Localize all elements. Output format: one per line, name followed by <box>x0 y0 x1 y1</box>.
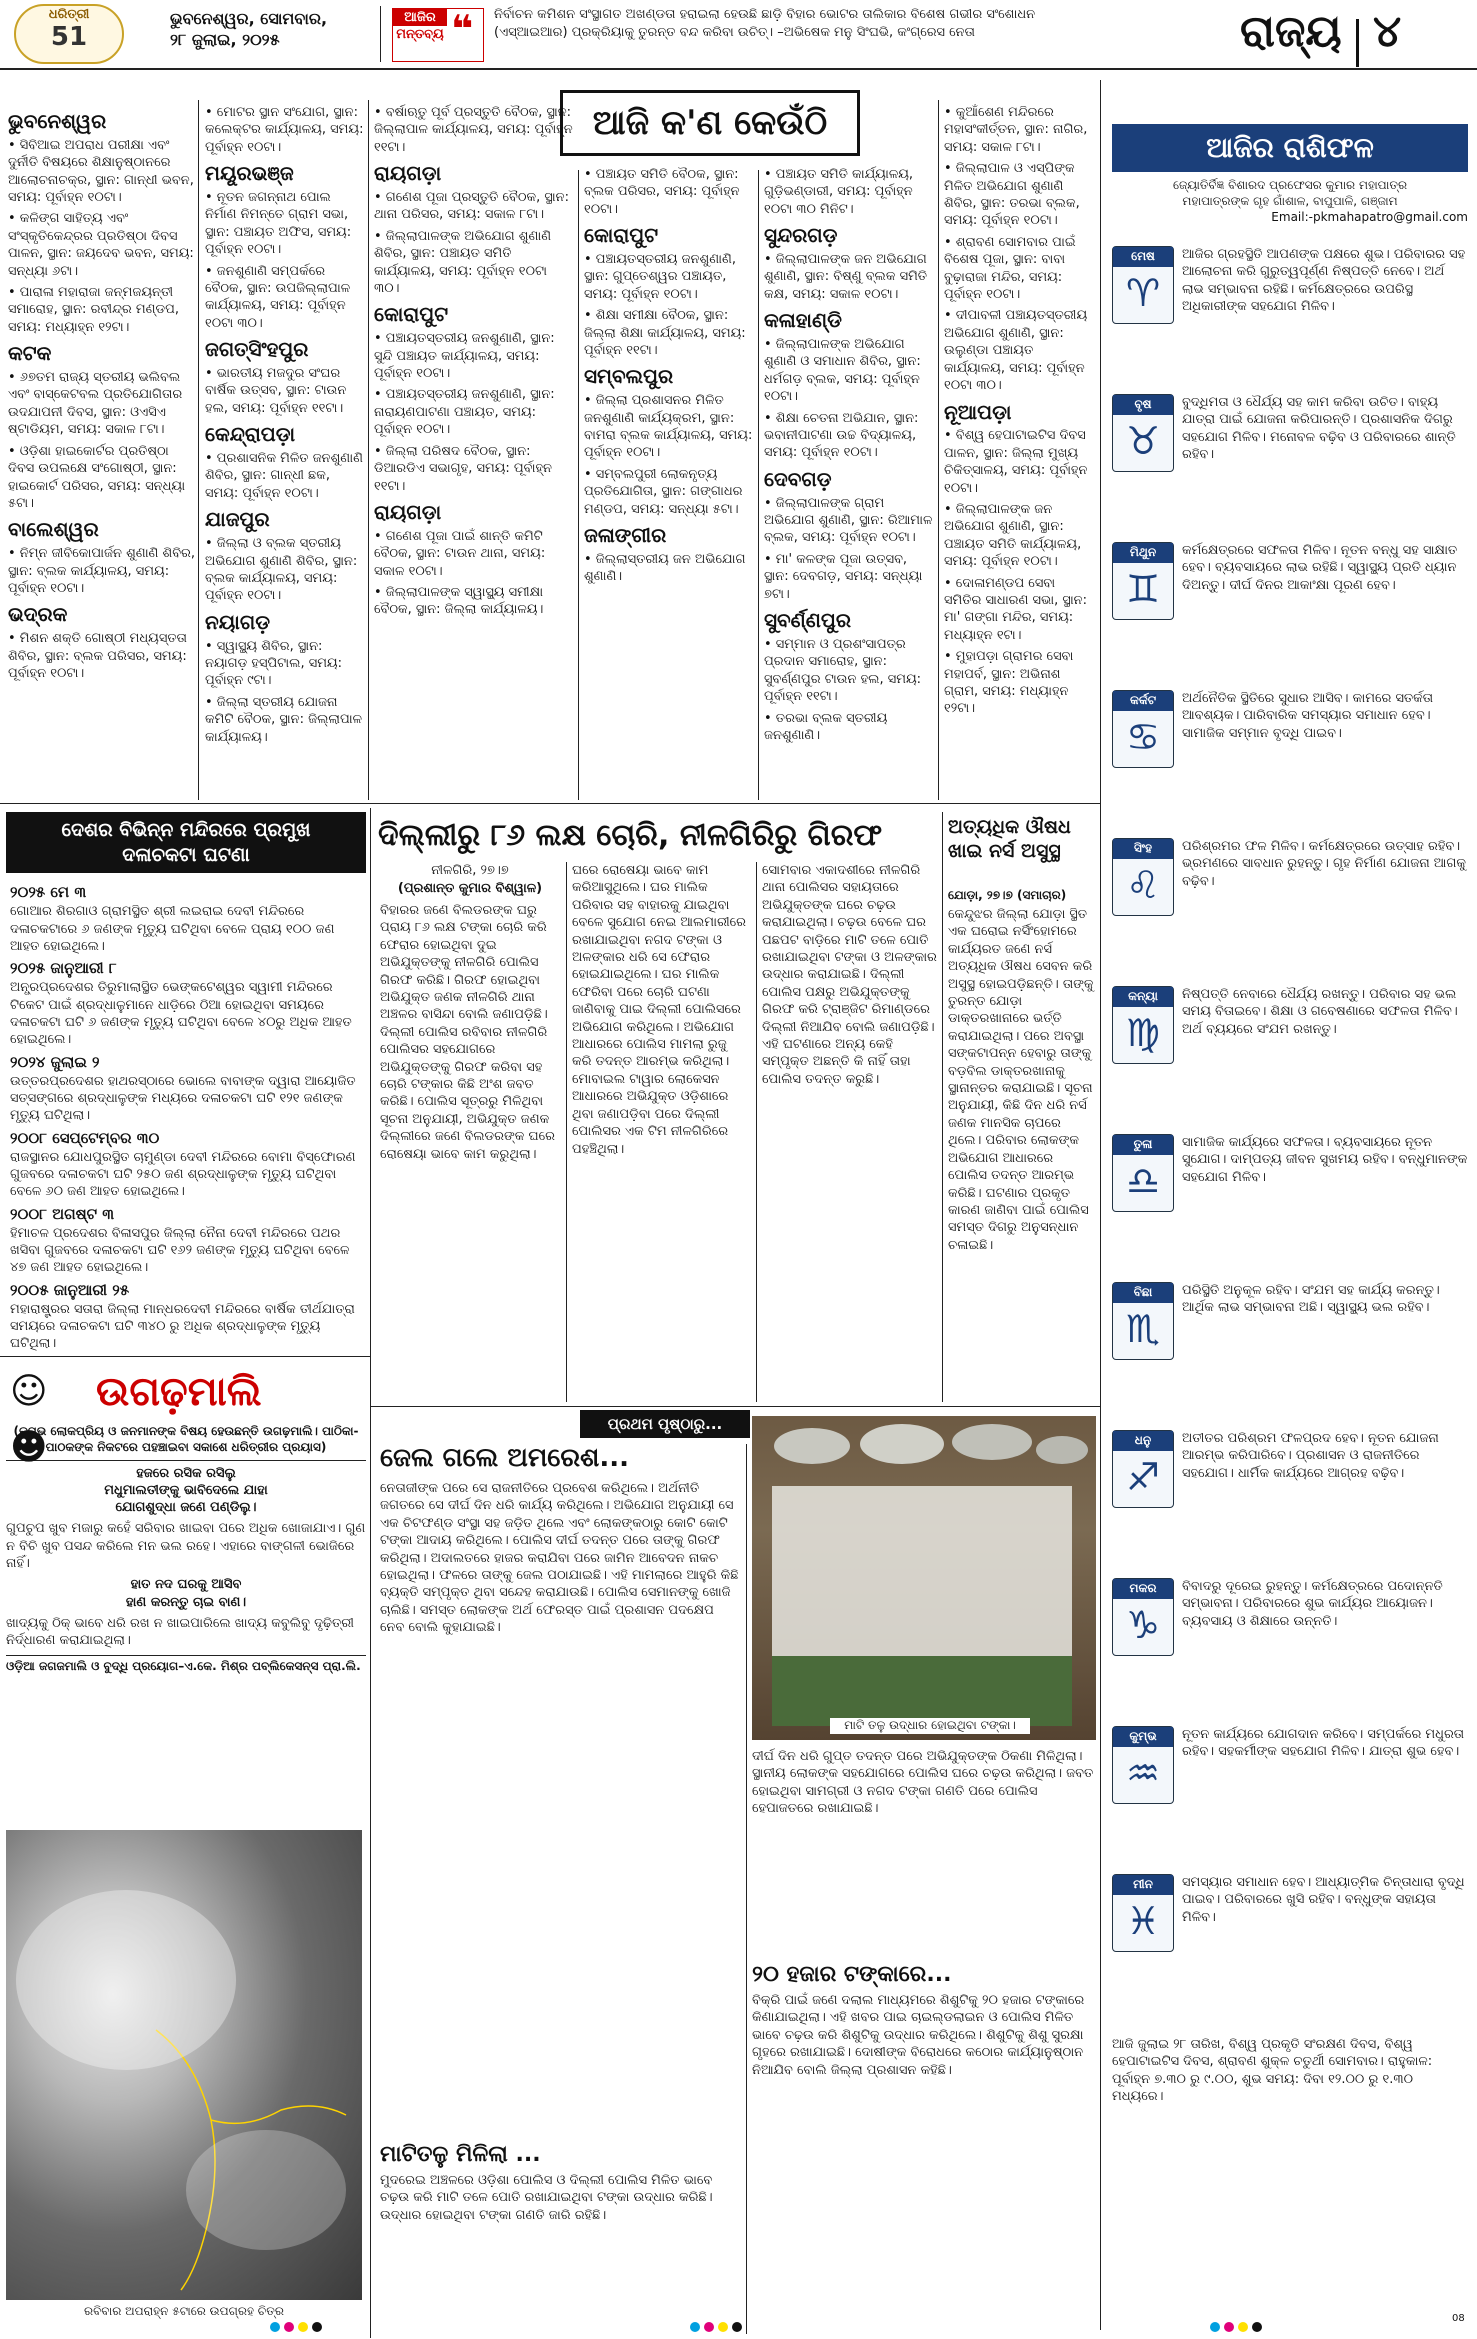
district-heading: ସୁନ୍ଦରଗଡ଼ <box>764 223 838 248</box>
author-name: ଜ୍ୟୋତିର୍ବିଜ୍ଞ ବିଶାରଦ ପ୍ରଫେସର କୁମାର ମହାପାତ୍ର <box>1172 178 1408 192</box>
rashi-glyph: ♌ <box>1125 862 1161 907</box>
temples-box <box>6 812 366 1352</box>
anniversary-number: 51 <box>50 22 88 53</box>
ugrumali-box <box>6 1362 366 1812</box>
events-col4 <box>584 166 754 590</box>
rashi-glyph: ♈ <box>1125 270 1161 315</box>
event-item: • ନୂତନ ଜଗନ୍ନାଥ ପୋଲ ନିର୍ମାଣ ନିମନ୍ତେ ଗ୍ରାମ ସଭା, ସ୍ଥାନ: ପଞ୍ଚାୟତ ଅଫିସ, ସମୟ: ପୂର୍ବାହ୍ନ ୧୦ଟା। <box>205 190 352 258</box>
event-item: • ୬୭ତମ ରାଜ୍ୟ ସ୍ତରୀୟ ଭଲିବଲ ଏବଂ ବାସ୍କେଟବଲ ପ୍ରତିଯୋଗିତାର ଉଦଯାପନୀ ଦିବସ, ସ୍ଥାନ: ଓଏସିଏ ଷ୍ଟାଡିୟମ, ସମୟ: ସକାଳ ୮ଟା। <box>8 370 183 438</box>
rashifal-title <box>1112 124 1468 172</box>
temple-incident-text: ଗୋଆର ଶିରଗାଓ ଗ୍ରାମସ୍ଥିତ ଶ୍ରୀ ଲଇରାଇ ଦେବୀ ମନ୍ଦିରରେ ଦଳାଚକଟାରେ ୬ ଜଣଙ୍କ ମୃତ୍ୟୁ ଘଟିଥିବା ବେଳେ ପ୍ରାୟ ୧୦୦ ଜଣ ଆହତ ହୋଇଥିଲେ। <box>10 904 335 954</box>
rashi-entry <box>1112 1578 1468 1718</box>
date-line <box>170 8 370 50</box>
district-heading: ଜଳାଙ୍ଗୀର <box>584 523 667 548</box>
event-item: • ଜନଶୁଣାଣି ସମ୍ପର୍କରେ ବୈଠକ, ସ୍ଥାନ: ଉପଜିଲ୍ଲାପାଳ କାର୍ଯ୍ୟାଳୟ, ସମୟ: ପୂର୍ବାହ୍ନ ୧୦ଟା ୩୦। <box>205 263 351 331</box>
rashi-entry <box>1112 1726 1468 1866</box>
author-email: Email:-pkmahapatro@gmail.com <box>1271 209 1468 224</box>
event-item: • ଗଣେଶ ପୂଜା ପାଇଁ ଶାନ୍ତି କମିଟି ବୈଠକ, ସ୍ଥାନ: ଟାଉନ ଥାନା, ସମୟ: ସକାଳ ୧୦ଟା। <box>374 528 546 579</box>
main-dateline: ନୀଳଗିରି, ୨୭।୭ <box>431 863 509 878</box>
event-item: • ପାରାଳା ମହାରାଜା ଜନ୍ମଜୟନ୍ତୀ ସମାରୋହ, ସ୍ଥାନ: ରବୀନ୍ଦ୍ର ମଣ୍ଡପ, ସମୟ: ମଧ୍ୟାହ୍ନ ୧୨ଟା। <box>8 285 179 335</box>
prathama-label: ପ୍ରଥମ ପୃଷ୍ଠାରୁ... <box>580 1410 750 1438</box>
event-item: • ପଞ୍ଚାୟତସ୍ତରୀୟ ଜନଶୁଣାଣି, ସ୍ଥାନ: ସୁନ୍ଦି ପଞ୍ଚାୟତ କାର୍ଯ୍ୟାଳୟ, ସମୟ: ପୂର୍ବାହ୍ନ ୧୦ଟା। <box>374 331 555 382</box>
rashi-entry <box>1112 986 1468 1126</box>
events-title-text: ଆଜି କ'ଣ କେଉଁଠି <box>592 103 828 143</box>
event-item: • କୁଆଁଶେଣ ମନ୍ଦିରରେ ମହାସଂକୀର୍ତ୍ତନ, ସ୍ଥାନ: ନାଗିର, ସମୟ: ସକାଳ ୮ଟା। <box>944 105 1088 155</box>
print-registration-marks <box>0 2318 1477 2338</box>
rashi-glyph: ♉ <box>1125 418 1161 463</box>
temples-list <box>6 873 366 1359</box>
temple-incident-date: ୨୦୨୫ ଜାନୁଆରୀ ୮ <box>10 959 117 978</box>
ugrumali-subtitle: (କୁମ୍ଭ ଲୋକପ୍ରିୟ ଓ ଜନମାନଙ୍କ ବିଷୟ ହେଉଛନ୍ତି ଉଗଢ଼ମାଲି। ପାଠିକା-ପାଠକଙ୍କ ନିକଟରେ ପହଞ୍ଚାଇବା ସକାଶେ ଧରିତ୍ରୀର ପ୍ରୟାସ) <box>6 1424 366 1461</box>
rashi-text: ପରିସ୍ଥିତି ଅନୁକୂଳ ରହିବ। ସଂଯମ ସହ କାର୍ଯ୍ୟ କରନ୍ତୁ। ଆର୍ଥିକ ଲାଭ ସମ୍ଭାବନା ଅଛି। ସ୍ୱାସ୍ଥ୍ୟ ଭଲ ରହିବ। <box>1182 1283 1440 1316</box>
page-mark: 08 <box>1452 2313 1465 2324</box>
main-headline: ଦିଲ୍ଲୀରୁ ୮୬ ଲକ୍ଷ ଚୋରି, ନୀଳଗିରିରୁ ଗିରଫ <box>378 818 883 853</box>
rashi-glyph: ♍ <box>1125 1010 1161 1055</box>
rashi-entry <box>1112 690 1468 830</box>
masthead <box>0 0 1477 70</box>
rashi-glyph: ♎ <box>1125 1158 1161 1203</box>
temple-incident-date: ୨୦୨୪ ଜୁଲାଇ ୨ <box>10 1052 100 1071</box>
temples-title-line1: ଦେଶର ବିଭିନ୍ନ ମନ୍ଦିରରେ ପ୍ରମୁଖ <box>61 819 311 841</box>
events-col1 <box>8 104 198 686</box>
temple-incident-text: ଅନ୍ଧ୍ରପ୍ରଦେଶର ତିରୁମାଲାସ୍ଥିତ ଭେଙ୍କଟେଶ୍ୱର ସ୍ୱାମୀ ମନ୍ଦିରରେ ଟିକେଟ ପାଇଁ ଶ୍ରଦ୍ଧାଳୁମାନେ ଧାଡ଼ିରେ ଠିଆ ହୋଇଥିବା ସମୟରେ ଦଳାଚକଟା ଘଟି ୬ ଜଣଙ୍କ ମୃତ୍ୟୁ ଘଟିଥିବା ବେଳେ ୪୦ରୁ ଅଧିକ ଆହତ ହୋଇଥିଲେ। <box>10 980 352 1048</box>
event-item: • ଜିଲ୍ଲା ସ୍ତରୀୟ ଯୋଜନା କମିଟି ବୈଠକ, ସ୍ଥାନ: ଜିଲ୍ଲାପାଳ କାର୍ଯ୍ୟାଳୟ। <box>205 694 363 745</box>
rashi-entry <box>1112 1430 1468 1570</box>
event-item: • ପଞ୍ଚାୟତସ୍ତରୀୟ ଜନଶୁଣାଣି, ସ୍ଥାନ: ନାରାୟଣପାଟଣା ପଞ୍ଚାୟତ, ସମୟ: ପୂର୍ବାହ୍ନ ୧୦ଟା। <box>374 387 555 438</box>
rashi-entry <box>1112 394 1468 534</box>
events-col5 <box>764 166 934 748</box>
pisces-icon <box>1112 1874 1174 1952</box>
event-item: • ଦୀପାବଳୀ ପଞ୍ଚାୟତସ୍ତରୀୟ ଅଭିଯୋଗ ଶୁଣାଣି, ସ୍ଥାନ: ଉଲୁଣ୍ଡା ପଞ୍ଚାୟତ କାର୍ଯ୍ୟାଳୟ, ସମୟ: ପୂର୍ବାହ୍ନ ୧୦ଟା ୩୦। <box>944 308 1088 394</box>
quote-text: ନିର୍ବାଚନ କମିଶନ ସଂସ୍ଥାଗତ ଅଖଣ୍ଡତା ହରାଇଲା ହେଉଛି ଛାଡ଼ି ବିହାର ଭୋଟର ତାଲିକାର ବିଶେଷ ଗଭୀର ସଂଶୋଧନ (ଏସ୍‌ଆଇଆର) ପ୍ରକ୍ରିୟାକୁ ତୁରନ୍ତ ବନ୍ଦ କରିବା ଉଚିତ୍। –ଅଭିଷେକ ମନୁ ସିଂଘଭି, କଂଗ୍ରେସ ନେତା <box>494 7 1036 40</box>
event-item: • ସମ୍ବଲପୁରୀ ଲୋକନୃତ୍ୟ ପ୍ରତିଯୋଗିତା, ସ୍ଥାନ: ଗଙ୍ଗାଧର ମଣ୍ଡପ, ସମୟ: ସନ୍ଧ୍ୟା ୫ଟା। <box>584 466 743 517</box>
anniversary-badge <box>14 4 124 64</box>
event-item: • ବର୍ଷାଋତୁ ପୂର୍ବ ପ୍ରସ୍ତୁତି ବୈଠକ, ସ୍ଥାନ: ଜିଲ୍ଲାପାଳ କାର୍ଯ୍ୟାଳୟ, ସମୟ: ପୂର୍ବାହ୍ନ ୧୧ଟା। <box>374 105 573 155</box>
district-heading: ବାଲେଶ୍ୱର <box>8 517 99 542</box>
district-heading: ଜଗତ୍‌ସିଂହପୁର <box>205 337 309 362</box>
events-title <box>560 90 860 156</box>
event-item: • ଜିଲ୍ଲାପାଳଙ୍କ ଜନ ଅଭିଯୋଗ ଶୁଣାଣି, ସ୍ଥାନ: ପଞ୍ଚାୟତ ସମିତି କାର୍ଯ୍ୟାଳୟ, ସମୟ: ପୂର୍ବାହ୍ନ ୧୦ଟା। <box>944 501 1082 570</box>
rashi-glyph: ♑ <box>1125 1602 1161 1647</box>
nurse-headline: ଅତ୍ୟଧିକ ଔଷଧ ଖାଇ ନର୍ସ ଅସୁସ୍ଥ <box>948 816 1071 862</box>
event-item: • ଗଣେଶ ପୂଜା ପ୍ରସ୍ତୁତି ବୈଠକ, ସ୍ଥାନ: ଥାନା ପରିସର, ସମୟ: ସକାଳ ୮ଟା। <box>374 190 569 223</box>
rashi-text: ନୂତନ କାର୍ଯ୍ୟରେ ଯୋଗଦାନ କରିବେ। ସମ୍ପର୍କରେ ମଧୁରତା ରହିବ। ସହକର୍ମୀଙ୍କ ସହଯୋଗ ମିଳିବ। ଯାତ୍ରା ଶୁଭ ହେବ। <box>1182 1727 1465 1760</box>
ugrumali-verse1: ହଜରେ ରସିକ ରସିଲୁ <box>136 1465 236 1481</box>
ugrumali-body2: ଖାଦ୍ୟକୁ ଠିକ୍ ଭାବେ ଧରି ରଖ ନ ଖାଇପାରିଲେ ଖାଦ୍ୟ କବୁଲିବୁ ଦୃଢ଼ିତ୍ରୀ ନିର୍ଦ୍ଧାରଣ କରାଯାଇଥିଲା। <box>6 1615 354 1649</box>
district-heading: କଳାହାଣ୍ଡି <box>764 308 842 333</box>
event-item: • ଜିଲ୍ଲାସ୍ତରୀୟ ଜନ ଅଭିଯୋଗ ଶୁଣାଣି। <box>584 551 746 585</box>
district-heading: କୋରାପୁଟ <box>374 302 449 327</box>
rashi-name: ମିଥୁନ <box>1113 543 1173 563</box>
district-heading: କୋରାପୁଟ <box>584 223 659 248</box>
event-item: • ଜିଲ୍ଲାପାଳଙ୍କ ଜନ ଅଭିଯୋଗ ଶୁଣାଣି, ସ୍ଥାନ: ବିଷ୍ଣୁ ବ୍ଲକ ସମିତି କକ୍ଷ, ସମୟ: ସକାଳ ୧୦ଟା। <box>764 252 928 302</box>
temple-incident-date: ୨୦୦୮ ସେପ୍ଟେମ୍ବର ୩୦ <box>10 1128 160 1147</box>
ugrumali-verse4: ହାତ ନଦ ଘରକୁ ଆସିବ <box>130 1577 242 1593</box>
event-item: • ନିମ୍ନ ଜୀବିକୋପାର୍ଜନ ଶୁଣାଣି ଶିବିର, ସ୍ଥାନ: ବ୍ଲକ କାର୍ଯ୍ୟାଳୟ, ସମୟ: ପୂର୍ବାହ୍ନ ୧୦ଟା। <box>8 546 196 596</box>
sub2-text: ମୁଦରେଇ ଅଞ୍ଚଳରେ ଓଡ଼ିଶା ପୋଲିସ ଓ ଦିଲ୍ଲୀ ପୋଲିସ ମିଳିତ ଭାବେ ଚଢ଼ଉ କରି ମାଟି ତଳେ ପୋତି ରଖାଯାଇଥିବା ଟଙ୍କା ଉଦ୍ଧାର କରିଛି। ଉଦ୍ଧାର ହୋଇଥିବା ଟଙ୍କା ଗଣତି ଜାରି ରହିଛି। <box>380 2173 713 2223</box>
district-heading: ରାୟଗଡ଼ା <box>374 499 442 524</box>
rashi-entry <box>1112 1874 1468 2014</box>
date-weekday: ଭୁବନେଶ୍ୱର, ସୋମବାର, <box>170 9 328 28</box>
cash-photo-caption: ମାଟି ତଳୁ ଉଦ୍ଧାର ହୋଇଥିବା ଟଙ୍କା। <box>830 1718 1030 1734</box>
rashi-glyph: ♒ <box>1125 1750 1161 1795</box>
district-heading: କେନ୍ଦ୍ରାପଡ଼ା <box>205 422 296 447</box>
rashi-glyph: ♋ <box>1125 714 1161 759</box>
event-item: • କଳିଙ୍ଗ ସାହିତ୍ୟ ଏବଂ ସଂସ୍କୃତିକେନ୍ଦ୍ରର ପ୍ରତିଷ୍ଠା ଦିବସ ପାଳନ, ସ୍ଥାନ: ଜୟଦେବ ଭବନ, ସମୟ: ସନ୍ଧ୍ୟା ୬ଟା। <box>8 211 194 279</box>
prathama-col2: ଦୀର୍ଘ ଦିନ ଧରି ଗୁପ୍ତ ତଦନ୍ତ ପରେ ଅଭିଯୁକ୍ତଙ୍କ ଠିକଣା ମିଳିଥିଲା। ସ୍ଥାନୀୟ ଲୋକଙ୍କ ସହଯୋଗରେ ପୋଲିସ ଘରେ ଚଢ଼ଉ କରିଥିଲା। ଜବତ ହୋଇଥିବା ସାମଗ୍ରୀ ଓ ନଗଦ ଟଙ୍କା ଗଣତି ପରେ ପୋଲିସ ହେପାଜତରେ ରଖାଯାଇଛି। <box>752 1749 1094 1817</box>
district-heading: ରାୟଗଡ଼ା <box>374 161 442 186</box>
temples-title-line2: ଦଳାଚକଟା ଘଟଣା <box>122 843 250 866</box>
rashi-text: ଆଜିର ଗ୍ରହସ୍ଥିତି ଆପଣଙ୍କ ପକ୍ଷରେ ଶୁଭ। ପରିବାରର ସହ ଆଲୋଚନା କରି ଗୁରୁତ୍ୱପୂର୍ଣ୍ଣ ନିଷ୍ପତ୍ତି ନେବେ। ଅର୍ଥ ଲାଭ ସମ୍ଭାବନା ରହିଛି। କର୍ମକ୍ଷେତ୍ରରେ ଉପରିସ୍ଥ ଅଧିକାରୀଙ୍କ ସହଯୋଗ ମିଳିବ। <box>1182 247 1466 315</box>
event-item: • ଜିଲ୍ଲାପାଳ ଓ ଏସ୍‌ପିଙ୍କ ମିଳିତ ଅଭିଯୋଗ ଶୁଣାଣି ଶିବିର, ସ୍ଥାନ: ତରଭା ବ୍ଲକ, ସମୟ: ପୂର୍ବାହ୍ନ ୧୦ଟା। <box>944 161 1080 229</box>
main-col1: ବିହାରର ଜଣେ ବିଲଡରଙ୍କ ଘରୁ ପ୍ରାୟ ୮୬ ଲକ୍ଷ ଟଙ୍କା ଚୋରି କରି ଫେରାର ହୋଇଥିବା ଦୁଇ ଅଭିଯୁକ୍ତଙ୍କୁ ନୀଳଗିରି ପୋଲିସ ଗିରଫ କରିଛି। ଗିରଫ ହୋଇଥିବା ଅଭିଯୁକ୍ତ ଜଣକ ନୀଳଗିରି ଥାନା ଅଞ୍ଚଳର ବାସିନ୍ଦା ବୋଲି ଜଣାପଡ଼ିଛି। ଦିଲ୍ଲୀ ପୋଲିସ ରବିବାର ନୀଳଗିରି ପୋଲିସର ସହଯୋଗରେ ଅଭିଯୁକ୍ତଙ୍କୁ ଗିରଫ କରିବା ସହ ଚୋରି ଟଙ୍କାର କିଛି ଅଂଶ ଜବତ କରିଛି। ପୋଲିସ ସୂତ୍ରରୁ ମିଳିଥିବା ସୂଚନା ଅନୁଯାୟୀ, ଅଭିଯୁକ୍ତ ଜଣକ ଦିଲ୍ଲୀରେ ଜଣେ ବିଲଡରଙ୍କ ଘରେ ରୋଷେୟା ଭାବେ କାମ କରୁଥିଲା। <box>380 903 555 1162</box>
event-item: • ଭାରତୀୟ ମଜଦୁର ସଂଘର ବାର୍ଷିକ ଉତ୍ସବ, ସ୍ଥାନ: ଟାଉନ ହଲ, ସମୟ: ପୂର୍ବାହ୍ନ ୧୧ଟା। <box>205 366 347 416</box>
event-item: • ଓଡ଼ିଶା ହାଇକୋର୍ଟର ପ୍ରତିଷ୍ଠା ଦିବସ ଉପଲକ୍ଷେ ସଂଗୋଷ୍ଠୀ, ସ୍ଥାନ: ହାଇକୋର୍ଟ ପରିସର, ସମୟ: ସନ୍ଧ୍ୟା ୫ଟା। <box>8 443 186 511</box>
rashi-name: କନ୍ୟା <box>1113 987 1173 1007</box>
event-item: • ତରଭା ବ୍ଲକ ସ୍ତରୀୟ ଜନଶୁଣାଣି। <box>764 710 888 743</box>
rashi-name: ମେଷ <box>1113 247 1173 267</box>
rashi-entry <box>1112 246 1468 386</box>
rashi-text: ପରିଶ୍ରମର ଫଳ ମିଳିବ। କର୍ମକ୍ଷେତ୍ରରେ ଉତ୍ସାହ ରହିବ। ଭ୍ରମଣରେ ସାବଧାନ ରୁହନ୍ତୁ। ଗୃହ ନିର୍ମାଣ ଯୋଜନା ଆଗକୁ ବଢ଼ିବ। <box>1182 839 1466 889</box>
event-item: • ସ୍ୱାସ୍ଥ୍ୟ ଶିବିର, ସ୍ଥାନ: ନୟାଗଡ଼ ହସ୍ପିଟାଲ, ସମୟ: ପୂର୍ବାହ୍ନ ୯ଟା। <box>205 638 343 689</box>
event-item: • ଶିକ୍ଷା ସମୀକ୍ଷା ବୈଠକ, ସ୍ଥାନ: ଜିଲ୍ଲା ଶିକ୍ଷା କାର୍ଯ୍ୟାଳୟ, ସମୟ: ପୂର୍ବାହ୍ନ ୧୧ଟା। <box>584 308 746 359</box>
cartoon-faces-icon: ☺☻ <box>10 1371 48 1468</box>
event-item: • ସମ୍ମାନ ଓ ପ୍ରଶଂସାପତ୍ର ପ୍ରଦାନ ସମାରୋହ, ସ୍ଥାନ: ସୁବର୍ଣ୍ଣପୁର ଟାଉନ ହଲ, ସମୟ: ପୂର୍ବାହ୍ନ ୧୧ଟା। <box>764 636 922 705</box>
rashi-entry <box>1112 838 1468 978</box>
district-heading: ନୟାଗଡ଼ <box>205 609 271 634</box>
temples-title <box>6 812 366 873</box>
rashi-name: ତୁଳା <box>1113 1135 1173 1155</box>
event-item: • ମିଶନ ଶକ୍ତି ଗୋଷ୍ଠୀ ମଧ୍ୟସ୍ତତା ଶିବିର, ସ୍ଥାନ: ବ୍ଲକ ପରିସର, ସମୟ: ପୂର୍ବାହ୍ନ ୧୦ଟା। <box>8 631 187 681</box>
district-heading: ଭୁବନେଶ୍ୱର <box>8 109 107 133</box>
cash-photo <box>752 1416 1096 1740</box>
ugrumali-title: ଉଗଢ଼ମାଲି <box>96 1369 262 1415</box>
nurse-dateline: ଯୋଡ଼ା, ୨୭।୭ (ସମାଚାର) <box>948 888 1067 902</box>
events-col2 <box>205 104 365 750</box>
event-item: • ପ୍ରଶାସନିକ ମିଳିତ ଜନଶୁଣାଣି ଶିବିର, ସ୍ଥାନ: ଗାନ୍ଧୀ ଛକ, ସମୟ: ପୂର୍ବାହ୍ନ ୧୦ଟା। <box>205 451 363 501</box>
sagittarius-icon <box>1112 1430 1174 1508</box>
quote-logo-top: ଆଜିର <box>393 9 447 26</box>
temple-incident-text: ହିମାଚଳ ପ୍ରଦେଶର ବିଳାସପୁର ଜିଲ୍ଲା ନୈନା ଦେବୀ ମନ୍ଦିରରେ ପଥର ଖସିବା ଗୁଜବରେ ଦଳାଚକଟା ଘଟି ୧୬୨ ଜଣଙ୍କ ମୃତ୍ୟୁ ଘଟିଥିବା ବେଳେ ୪୭ ଜଣ ଆହତ ହୋଇଥିଲେ। <box>10 1225 350 1276</box>
district-heading: ଦେବଗଡ଼ <box>764 466 832 491</box>
taurus-icon <box>1112 394 1174 472</box>
event-item: • ଜିଲ୍ଲାପାଳଙ୍କ ଅଭିଯୋଗ ଶୁଣାଣି ଶିବିର, ସ୍ଥାନ: ପଞ୍ଚାୟତ ସମିତି କାର୍ଯ୍ୟାଳୟ, ସମୟ: ପୂର୍ବାହ୍ନ ୧୦ଟା ୩୦। <box>374 228 552 297</box>
rashi-text: ବୁଦ୍ଧିମତା ଓ ଧୈର୍ଯ୍ୟ ସହ କାମ କରିବା ଉଚିତ। ବାହ୍ୟ ଯାତ୍ରା ପାଇଁ ଯୋଜନା କରିପାରନ୍ତି। ପ୍ରଶାସନିକ ଦିଗରୁ ସହଯୋଗ ମିଳିବ। ମନୋବଳ ବଢ଼ିବ ଓ ପରିବାରରେ ଶାନ୍ତି ରହିବ। <box>1182 395 1456 463</box>
event-item: • ସିବିଆଇ ଅପରାଧ ପରୀକ୍ଷା ଏବଂ ଦୁର୍ନୀତି ବିଷୟରେ ଶିକ୍ଷାନୁଷ୍ଠାନରେ ଆଲୋଚନାଚକ୍ର, ସ୍ଥାନ: ଗାନ୍ଧୀ ଭବନ, ସମୟ: ପୂର୍ବାହ୍ନ ୧୦ଟା। <box>8 137 194 206</box>
rashi-name: ଧନୁ <box>1113 1431 1173 1451</box>
main-byline: (ପ୍ରଶାନ୍ତ କୁମାର ବିଶ୍ୱାଳ) <box>397 881 543 896</box>
rashi-name: ବିଛା <box>1113 1283 1173 1303</box>
quote-mark-icon: ❝ <box>451 7 474 51</box>
ugrumali-verse3: ଯୋଗଶୁଦ୍ଧା ଜଣେ ପଣ୍ଡିଲୁ। <box>115 1499 257 1515</box>
panchang: ଆଜି ଜୁଲାଇ ୨୮ ତାରିଖ, ବିଶ୍ୱ ପ୍ରକୃତି ସଂରକ୍ଷଣ ଦିବସ, ବିଶ୍ୱ ହେପାଟାଇଟିସ ଦିବସ, ଶ୍ରାବଣ ଶୁକ୍ଳ ଚତୁର୍ଥୀ ସୋମବାର। ରାହୁକାଳ: ପୂର୍ବାହ୍ନ ୭.୩୦ ରୁ ୯.୦୦, ଶୁଭ ସମୟ: ଦିବା ୧୨.୦୦ ରୁ ୧.୩୦ ମଧ୍ୟରେ। <box>1112 2037 1433 2105</box>
event-item: • ବିଶ୍ୱ ହେପାଟାଇଟିସ ଦିବସ ପାଳନ, ସ୍ଥାନ: ଜିଲ୍ଲା ମୁଖ୍ୟ ଚିକିତ୍ସାଳୟ, ସମୟ: ପୂର୍ବାହ୍ନ ୧୦ଟା। <box>944 428 1088 496</box>
rashi-glyph: ♓ <box>1125 1898 1161 1943</box>
event-item: • ପଞ୍ଚାୟତ ସମିତି କାର୍ଯ୍ୟାଳୟ, ଗୁଡ଼ିଭଣ୍ଡାରୀ, ସମୟ: ପୂର୍ବାହ୍ନ ୧୦ଟା ୩୦ ମିନିଟ। <box>764 167 914 217</box>
temple-incident-text: ମହାରାଷ୍ଟ୍ରର ସତାରା ଜିଲ୍ଲା ମାନ୍ଧରଦେବୀ ମନ୍ଦିରରେ ବାର୍ଷିକ ତୀର୍ଥଯାତ୍ରା ସମୟରେ ଦଳାଚକଟା ଘଟି ୩୪୦ ରୁ ଅଧିକ ଶ୍ରଦ୍ଧାଳୁଙ୍କ ମୃତ୍ୟୁ ଘଟିଥିଲା। <box>10 1301 355 1352</box>
nurse-text: କେନ୍ଦୁଝର ଜିଲ୍ଲା ଯୋଡ଼ା ସ୍ଥିତ ଏକ ଘରୋଇ ନର୍ସିଂହୋମରେ କାର୍ଯ୍ୟରତ ଜଣେ ନର୍ସ ଅତ୍ୟଧିକ ଔଷଧ ସେବନ କରି ଅସୁସ୍ଥ ହୋଇପଡ଼ିଛନ୍ତି। ତାଙ୍କୁ ତୁରନ୍ତ ଯୋଡ଼ା ଡାକ୍ତରଖାନାରେ ଭର୍ତ୍ତି କରାଯାଇଥିଲା। ପରେ ଅବସ୍ଥା ସଙ୍କଟାପନ୍ନ ହେବାରୁ ତାଙ୍କୁ ବଡ଼ବିଲ ଡାକ୍ତରଖାନାକୁ ସ୍ଥାନାନ୍ତର କରାଯାଇଛି। ସୂଚନା ଅନୁଯାୟୀ, କିଛି ଦିନ ଧରି ନର୍ସ ଜଣକ ମାନସିକ ଚାପରେ ଥିଲେ। ପରିବାର ଲୋକଙ୍କ ଅଭିଯୋଗ ଆଧାରରେ ପୋଲିସ ତଦନ୍ତ ଆରମ୍ଭ କରିଛି। ଘଟଣାର ପ୍ରକୃତ କାରଣ ଜାଣିବା ପାଇଁ ପୋଲିସ ସମସ୍ତ ଦିଗରୁ ଅନୁସନ୍ଧାନ ଚଳାଇଛି। <box>948 907 1094 1253</box>
event-item: • ପଞ୍ଚାୟତସ୍ତରୀୟ ଜନଶୁଣାଣି, ସ୍ଥାନ: ଗୁପ୍ତେଶ୍ୱର ପଞ୍ଚାୟତ, ସମୟ: ପୂର୍ବାହ୍ନ ୧୦ଟା। <box>584 252 736 302</box>
rashi-name: କୁମ୍ଭ <box>1113 1727 1173 1747</box>
district-heading: ସମ୍ବଲପୁର <box>584 364 674 389</box>
rashi-entry <box>1112 542 1468 682</box>
temple-incident-text: ଉତ୍ତରପ୍ରଦେଶର ହାଥରସ୍‌ଠାରେ ଭୋଲେ ବାବାଙ୍କ ଦ୍ୱାରା ଆୟୋଜିତ ସତ୍ସଙ୍ଗରେ ଶ୍ରଦ୍ଧାଳୁଙ୍କ ମଧ୍ୟରେ ଦଳାଚକଟା ଘଟି ୧୨୧ ଜଣଙ୍କ ମୃତ୍ୟୁ ଘଟିଥିଲା। <box>10 1073 356 1124</box>
prathama-headline: ଜେଲ ଗଲେ ଅମରେଶ... <box>380 1443 630 1473</box>
event-item: • ଶିକ୍ଷା ଚେତନା ଅଭିଯାନ, ସ୍ଥାନ: ଭବାନୀପାଟଣା ଉଚ୍ଚ ବିଦ୍ୟାଳୟ, ସମୟ: ପୂର୍ବାହ୍ନ ୧୦ଟା। <box>764 410 919 461</box>
district-heading: କଟକ <box>8 341 52 366</box>
event-item: • ପଞ୍ଚାୟତ ସମିତି ବୈଠକ, ସ୍ଥାନ: ବ୍ଲକ ପରିସର, ସମୟ: ପୂର୍ବାହ୍ନ ୧୦ଟା। <box>584 167 740 217</box>
sub1-text: ବିକ୍ରି ପାଇଁ ଜଣେ ଦଲାଲ ମାଧ୍ୟମରେ ଶିଶୁଟିକୁ ୨୦ ହଜାର ଟଙ୍କାରେ କିଣାଯାଇଥିଲା। ଏହି ଖବର ପାଇ ଚାଇଲ୍ଡଲାଇନ ଓ ପୋଲିସ ମିଳିତ ଭାବେ ଚଢ଼ଉ କରି ଶିଶୁଟିକୁ ଉଦ୍ଧାର କରିଥିଲେ। ଶିଶୁଟିକୁ ଶିଶୁ ସୁରକ୍ଷା ଗୃହରେ ରଖାଯାଇଛି। ଦୋଷୀଙ୍କ ବିରୋଧରେ କଠୋର କାର୍ଯ୍ୟାନୁଷ୍ଠାନ ନିଆଯିବ ବୋଲି ଜିଲ୍ଲା ପ୍ରଶାସନ କହିଛି। <box>752 1993 1085 2078</box>
main-col3: ସୋମବାର ଏକାଦଶୀରେ ନୀଳଗିରି ଥାନା ପୋଲିସର ସହାୟତାରେ ଅଭିଯୁକ୍ତଙ୍କ ଘରେ ଚଢ଼ଉ କରାଯାଇଥିଲା। ଚଢ଼ଉ ବେଳେ ଘର ପଛପଟ ବାଡ଼ିରେ ମାଟି ତଳେ ପୋତି ରଖାଯାଇଥିବା ଟଙ୍କା ଓ ଅଳଙ୍କାର ଉଦ୍ଧାର କରାଯାଇଛି। ଦିଲ୍ଲୀ ପୋଲିସ ପକ୍ଷରୁ ଅଭିଯୁକ୍ତଙ୍କୁ ଗିରଫ କରି ଟ୍ରାଞ୍ଜିଟ ରିମାଣ୍ଡରେ ଦିଲ୍ଲୀ ନିଆଯିବ ବୋଲି ଜଣାପଡ଼ିଛି। ଏହି ଘଟଣାରେ ଅନ୍ୟ କେହି ସମ୍ପୃକ୍ତ ଅଛନ୍ତି କି ନାହିଁ ତାହା ପୋଲିସ ତଦନ୍ତ କରୁଛି। <box>762 863 937 1087</box>
cash-photo-svg <box>752 1416 1096 1740</box>
rashifal-title-text: ଆଜିର ରାଶିଫଳ <box>1206 131 1374 164</box>
rashi-name: କର୍କଟ <box>1113 691 1173 711</box>
district-heading: ନୂଆପଡ଼ା <box>944 399 1012 424</box>
event-item: • ଜିଲ୍ଲାପାଳଙ୍କ ଗ୍ରାମ ଅଭିଯୋଗ ଶୁଣାଣି, ସ୍ଥାନ: ରିଆମାଳ ବ୍ଲକ, ସମୟ: ପୂର୍ବାହ୍ନ ୧୦ଟା। <box>764 495 933 546</box>
sub1-headline: ୨୦ ହଜାର ଟଙ୍କାରେ... <box>752 1962 952 1987</box>
rashi-text: ବିବାଦରୁ ଦୂରେଇ ରୁହନ୍ତୁ। କର୍ମକ୍ଷେତ୍ରରେ ପଦୋନ୍ନତି ସମ୍ଭାବନା। ପରିବାରରେ ଶୁଭ କାର୍ଯ୍ୟର ଆୟୋଜନ। ବ୍ୟବସାୟ ଓ ଶିକ୍ଷାରେ ଉନ୍ନତି। <box>1182 1579 1443 1629</box>
capricorn-icon <box>1112 1578 1174 1656</box>
date-full: ୨୮ ଜୁଲାଇ, ୨୦୨୫ <box>170 30 280 50</box>
rashi-text: ନିଷ୍ପତ୍ତି ନେବାରେ ଧୈର୍ଯ୍ୟ ରଖନ୍ତୁ। ପରିବାର ସହ ଭଲ ସମୟ ବିତାଇବେ। ଶିକ୍ଷା ଓ ଗବେଷଣାରେ ସଫଳତା ମିଳିବ। ଅର୍ଥ ବ୍ୟୟରେ ସଂଯମ ରଖନ୍ତୁ। <box>1182 987 1458 1037</box>
rashi-text: ଅତୀତର ପରିଶ୍ରମ ଫଳପ୍ରଦ ହେବ। ନୂତନ ଯୋଜନା ଆରମ୍ଭ କରିପାରିବେ। ପ୍ରଶାସନ ଓ ରାଜନୀତିରେ ସହଯୋଗ। ଧାର୍ମିକ କାର୍ଯ୍ୟରେ ଆଗ୍ରହ ବଢ଼ିବ। <box>1182 1431 1439 1481</box>
event-item: • ଜିଲ୍ଲା ପରିଷଦ ବୈଠକ, ସ୍ଥାନ: ଡିଆରଡିଏ ସଭାଗୃହ, ସମୟ: ପୂର୍ବାହ୍ନ ୧୧ଟା। <box>374 443 553 494</box>
libra-icon <box>1112 1134 1174 1212</box>
weather-satellite-image <box>6 1830 362 2300</box>
rashi-text: ସମସ୍ୟାର ସମାଧାନ ହେବ। ଆଧ୍ୟାତ୍ମିକ ଚିନ୍ତାଧାରା ବୃଦ୍ଧି ପାଇବ। ପରିବାରରେ ଖୁସି ରହିବ। ବନ୍ଧୁଙ୍କ ସହାୟତା ମିଳିବ। <box>1182 1875 1465 1925</box>
event-item: • ଶ୍ରାବଣ ସୋମବାର ପାଇଁ ବିଶେଷ ପୂଜା, ସ୍ଥାନ: ବାବା ବୁଢ଼ାରାଜା ମନ୍ଦିର, ସମୟ: ପୂର୍ବାହ୍ନ ୧୦ଟା। <box>944 234 1076 303</box>
quote-logo-bottom: ମନ୍ତବ୍ୟ <box>396 27 444 43</box>
rashi-name: ମକର <box>1113 1579 1173 1599</box>
temple-incident-date: ୨୦୨୫ ମେ ୩ <box>10 883 87 902</box>
district-heading: ସୁବର୍ଣ୍ଣପୁର <box>764 608 852 633</box>
section-name: ରାଜ୍ୟ <box>1240 6 1342 57</box>
rashi-name: ବୃଷ <box>1113 395 1173 415</box>
quote-logo <box>392 8 484 62</box>
aquarius-icon <box>1112 1726 1174 1804</box>
main-col2: ଘରେ ରୋଷେୟା ଭାବେ କାମ କରିଆସୁଥିଲେ। ଘର ମାଲିକ ପରିବାର ସହ ବାହାରକୁ ଯାଇଥିବା ବେଳେ ସୁଯୋଗ ନେଇ ଆଲମାରୀରେ ରଖାଯାଇଥିବା ନଗଦ ଟଙ୍କା ଓ ଅଳଙ୍କାର ଧରି ସେ ଫେରାର ହୋଇଯାଇଥିଲେ। ଘର ମାଲିକ ଫେରିବା ପରେ ଚୋରି ଘଟଣା ଜାଣିବାକୁ ପାଇ ଦିଲ୍ଲୀ ପୋଲିସରେ ଅଭିଯୋଗ କରିଥିଲେ। ଅଭିଯୋଗ ଆଧାରରେ ପୋଲିସ ମାମଲା ରୁଜୁ କରି ତଦନ୍ତ ଆରମ୍ଭ କରିଥିଲା। ମୋବାଇଲ ଟାୱାର ଲୋକେସନ ଆଧାରରେ ଅଭିଯୁକ୍ତ ଓଡ଼ିଶାରେ ଥିବା ଜଣାପଡ଼ିବା ପରେ ଦିଲ୍ଲୀ ପୋଲିସର ଏକ ଟିମ ନୀଳଗିରିରେ ପହଞ୍ଚିଥିଲା। <box>572 863 747 1157</box>
event-item: • ମୁହାପଡ଼ା ଗ୍ରାମର ସେବା ମହାପର୍ବ, ସ୍ଥାନ: ଅଭିନାଶ ଗ୍ରାମ, ସମୟ: ମଧ୍ୟାହ୍ନ ୧୨ଟା। <box>944 649 1074 717</box>
event-item: • ଜିଲ୍ଲା ପ୍ରଶାସନର ମିଳିତ ଜନଶୁଣାଣି କାର୍ଯ୍ୟକ୍ରମ, ସ୍ଥାନ: ବାମରା ବ୍ଲକ କାର୍ଯ୍ୟାଳୟ, ସମୟ: ପୂର୍ବାହ୍ନ ୧୦ଟା। <box>584 393 753 461</box>
sub2-headline: ମାଟିତଳୁ ମିଳିଲା ... <box>380 2142 541 2167</box>
district-heading: ମୟୂରଭଞ୍ଜ <box>205 161 294 186</box>
event-item: • ଜିଲ୍ଲାପାଳଙ୍କ ଅଭିଯୋଗ ଶୁଣାଣି ଓ ସମାଧାନ ଶିବିର, ସ୍ଥାନ: ଧର୍ମଗଡ଼ ବ୍ଲକ, ସମୟ: ପୂର୍ବାହ୍ନ ୧୦ଟା। <box>764 337 921 405</box>
virgo-icon <box>1112 986 1174 1064</box>
rashi-text: କର୍ମକ୍ଷେତ୍ରରେ ସଫଳତା ମିଳିବ। ନୂତନ ବନ୍ଧୁ ସହ ସାକ୍ଷାତ ହେବ। ବ୍ୟବସାୟରେ ଲାଭ ରହିଛି। ସ୍ୱାସ୍ଥ୍ୟ ପ୍ରତି ଧ୍ୟାନ ଦିଅନ୍ତୁ। ଦୀର୍ଘ ଦିନର ଆକାଂକ୍ଷା ପୂରଣ ହେବ। <box>1182 543 1458 593</box>
ugrumali-verse5: ହାଣ କରନ୍ତୁ ଚାଇ ବାଣ। <box>125 1594 247 1610</box>
events-col6 <box>944 104 1094 722</box>
rashifal-author <box>1112 178 1468 225</box>
rashi-text: ସାମାଜିକ କାର୍ଯ୍ୟରେ ସଫଳତା। ବ୍ୟବସାୟରେ ନୂତନ ସୁଯୋଗ। ଦାମ୍ପତ୍ୟ ଜୀବନ ସୁଖମୟ ରହିବ। ବନ୍ଧୁମାନଙ୍କ ସହଯୋଗ ମିଳିବ। <box>1182 1135 1468 1185</box>
temple-incident-date: ୨୦୦୫ ଜାନୁଆରୀ ୨୫ <box>10 1280 130 1299</box>
section-title <box>1240 4 1470 64</box>
district-heading: ଯାଜପୁର <box>205 507 270 532</box>
rashi-text: ଅର୍ଥନୈତିକ ସ୍ଥିତିରେ ସୁଧାର ଆସିବ। କାମରେ ସତର୍କତା ଆବଶ୍ୟକ। ପାରିବାରିକ ସମସ୍ୟାର ସମାଧାନ ହେବ। ସାମାଜିକ ସମ୍ମାନ ବୃଦ୍ଧି ପାଇବ। <box>1182 691 1434 741</box>
anniversary-label: ଧରିତ୍ରୀ <box>48 7 90 22</box>
events-col3 <box>374 104 574 623</box>
rashi-name: ସିଂହ <box>1113 839 1173 859</box>
page-number: ୪ <box>1372 6 1402 57</box>
event-item: • ଦୋଳାମଣ୍ଡପ ସେବା ସମିତିର ସାଧାରଣ ସଭା, ସ୍ଥାନ: ମା' ଗଙ୍ଗା ମନ୍ଦିର, ସମୟ: ମଧ୍ୟାହ୍ନ ୧ଟା। <box>944 575 1087 643</box>
cancer-icon <box>1112 690 1174 768</box>
rashi-entry <box>1112 1282 1468 1422</box>
rashi-entry <box>1112 1134 1468 1274</box>
event-item: • ମା' କଳଙ୍କ ପୂଜା ଉତ୍ସବ, ସ୍ଥାନ: ଦେବଗଡ଼, ସମୟ: ସନ୍ଧ୍ୟା ୭ଟା। <box>764 551 923 602</box>
event-item: • ଜିଲ୍ଲାପାଳଙ୍କ ସ୍ୱାସ୍ଥ୍ୟ ସମୀକ୍ଷା ବୈଠକ, ସ୍ଥାନ: ଜିଲ୍ଲା କାର୍ଯ୍ୟାଳୟ। <box>374 584 544 618</box>
ugrumali-verse2: ମଧୁମାଲତୀଙ୍କୁ ଭାବିଦେଲେ ଯାହା <box>104 1482 268 1498</box>
prathama-col1: ନେତାଜୀଙ୍କ ପରେ ସେ ରାଜନୀତିରେ ପ୍ରବେଶ କରିଥିଲେ। ଅର୍ଥନୀତି ଜଗତରେ ସେ ଦୀର୍ଘ ଦିନ ଧରି କାର୍ଯ୍ୟ କରିଥିଲେ। ଅଭିଯୋଗ ଅନୁଯାୟୀ ସେ ଏକ ଚିଟଫଣ୍ଡ ସଂସ୍ଥା ସହ ଜଡ଼ିତ ଥିଲେ ଏବଂ ଲୋକଙ୍କଠାରୁ କୋଟି କୋଟି ଟଙ୍କା ଆଦାୟ କରିଥିଲେ। ପୋଲିସ ଦୀର୍ଘ ତଦନ୍ତ ପରେ ତାଙ୍କୁ ଗିରଫ କରିଥିଲା। ଅଦାଲତରେ ହାଜର କରାଯିବା ପରେ ଜାମିନ ଆବେଦନ ନାକଚ ହୋଇଥିଲା। ଫଳରେ ତାଙ୍କୁ ଜେଲ ପଠାଯାଇଛି। ଏହି ମାମଲାରେ ଆହୁରି କିଛି ବ୍ୟକ୍ତି ସମ୍ପୃକ୍ତ ଥିବା ସନ୍ଦେହ କରାଯାଉଛି। ପୋଲିସ ସେମାନଙ୍କୁ ଖୋଜି ଚାଲିଛି। ସମସ୍ତ ଲୋକଙ୍କ ଅର୍ଥ ଫେରସ୍ତ ପାଇଁ ପ୍ରଶାସନ ପଦକ୍ଷେପ ନେବ ବୋଲି କୁହାଯାଇଛି। <box>380 1481 739 1636</box>
ugrumali-body1: ଗୁପଚୁପ ଖୁବ ମଜାରୁ କହେଁ ସରିବାର ଖାଇବା ପରେ ଅଧିକ ଖୋଜାଯାଏ। ଗୁଣ ନ ବିଚି ଖୁବ ପସନ୍ଦ କରିଲେ ମନ ଭଲ ରହେ। ଏହାରେ ବାଙ୍ଗଳୀ ଭୋଜିରେ ନାହିଁ। <box>6 1521 366 1571</box>
temple-incident-date: ୨୦୦୮ ଅଗଷ୍ଟ ୩ <box>10 1204 115 1223</box>
rashi-glyph: ♏ <box>1125 1306 1161 1351</box>
rashi-glyph: ♐ <box>1125 1454 1161 1499</box>
district-heading: ଭଦ୍ରକ <box>8 602 68 627</box>
author-address: ମହାପାତ୍ରଙ୍କ ଗୃହ ଗାଁଶାଳ, ବାପୁପାଳି, ଗଞ୍ଜାମ <box>1182 193 1398 208</box>
weather-map-svg <box>6 1830 362 2300</box>
leo-icon <box>1112 838 1174 916</box>
gemini-icon <box>1112 542 1174 620</box>
ugrumali-credit: ଓଡ଼ିଆ ଜଗଜମାଲି ଓ ବୁଦ୍ଧି ପ୍ରୟୋଗ–ଏ.କେ. ମିଶ୍ର ପବ୍ଲିକେସନ୍ସ ପ୍ରା.ଲି. <box>6 1655 366 1675</box>
aries-icon <box>1112 246 1174 324</box>
event-item: • ମୋଟର ସ୍ଥାନ ସଂଯୋଗ, ସ୍ଥାନ: କଲେକ୍ଟର କାର୍ଯ୍ୟାଳୟ, ସମୟ: ପୂର୍ବାହ୍ନ ୧୦ଟା। <box>205 105 364 155</box>
weather-caption: ରବିବାର ଅପରାହ୍ନ ୫ଟାରେ ଉପଗ୍ରହ ଚିତ୍ର <box>84 2304 284 2318</box>
rashi-glyph: ♊ <box>1125 566 1161 611</box>
scorpio-icon <box>1112 1282 1174 1360</box>
rashi-name: ମୀନ <box>1113 1875 1173 1895</box>
event-item: • ଜିଲ୍ଲା ଓ ବ୍ଲକ ସ୍ତରୀୟ ଅଭିଯୋଗ ଶୁଣାଣି ଶିବିର, ସ୍ଥାନ: ବ୍ଲକ କାର୍ଯ୍ୟାଳୟ, ସମୟ: ପୂର୍ବାହ୍ନ ୧୦ଟା। <box>205 536 358 604</box>
temple-incident-text: ରାଜସ୍ଥାନର ଯୋଧପୁରସ୍ଥିତ ଚାମୁଣ୍ଡା ଦେବୀ ମନ୍ଦିରରେ ବୋମା ବିସ୍ଫୋରଣ ଗୁଜବରେ ଦଳାଚକଟା ଘଟି ୨୫୦ ଜଣ ଶ୍ରଦ୍ଧାଳୁଙ୍କ ମୃତ୍ୟୁ ଘଟିଥିବା ବେଳେ ୬୦ ଜଣ ଆହତ ହୋଇଥିଲେ। <box>10 1149 356 1200</box>
